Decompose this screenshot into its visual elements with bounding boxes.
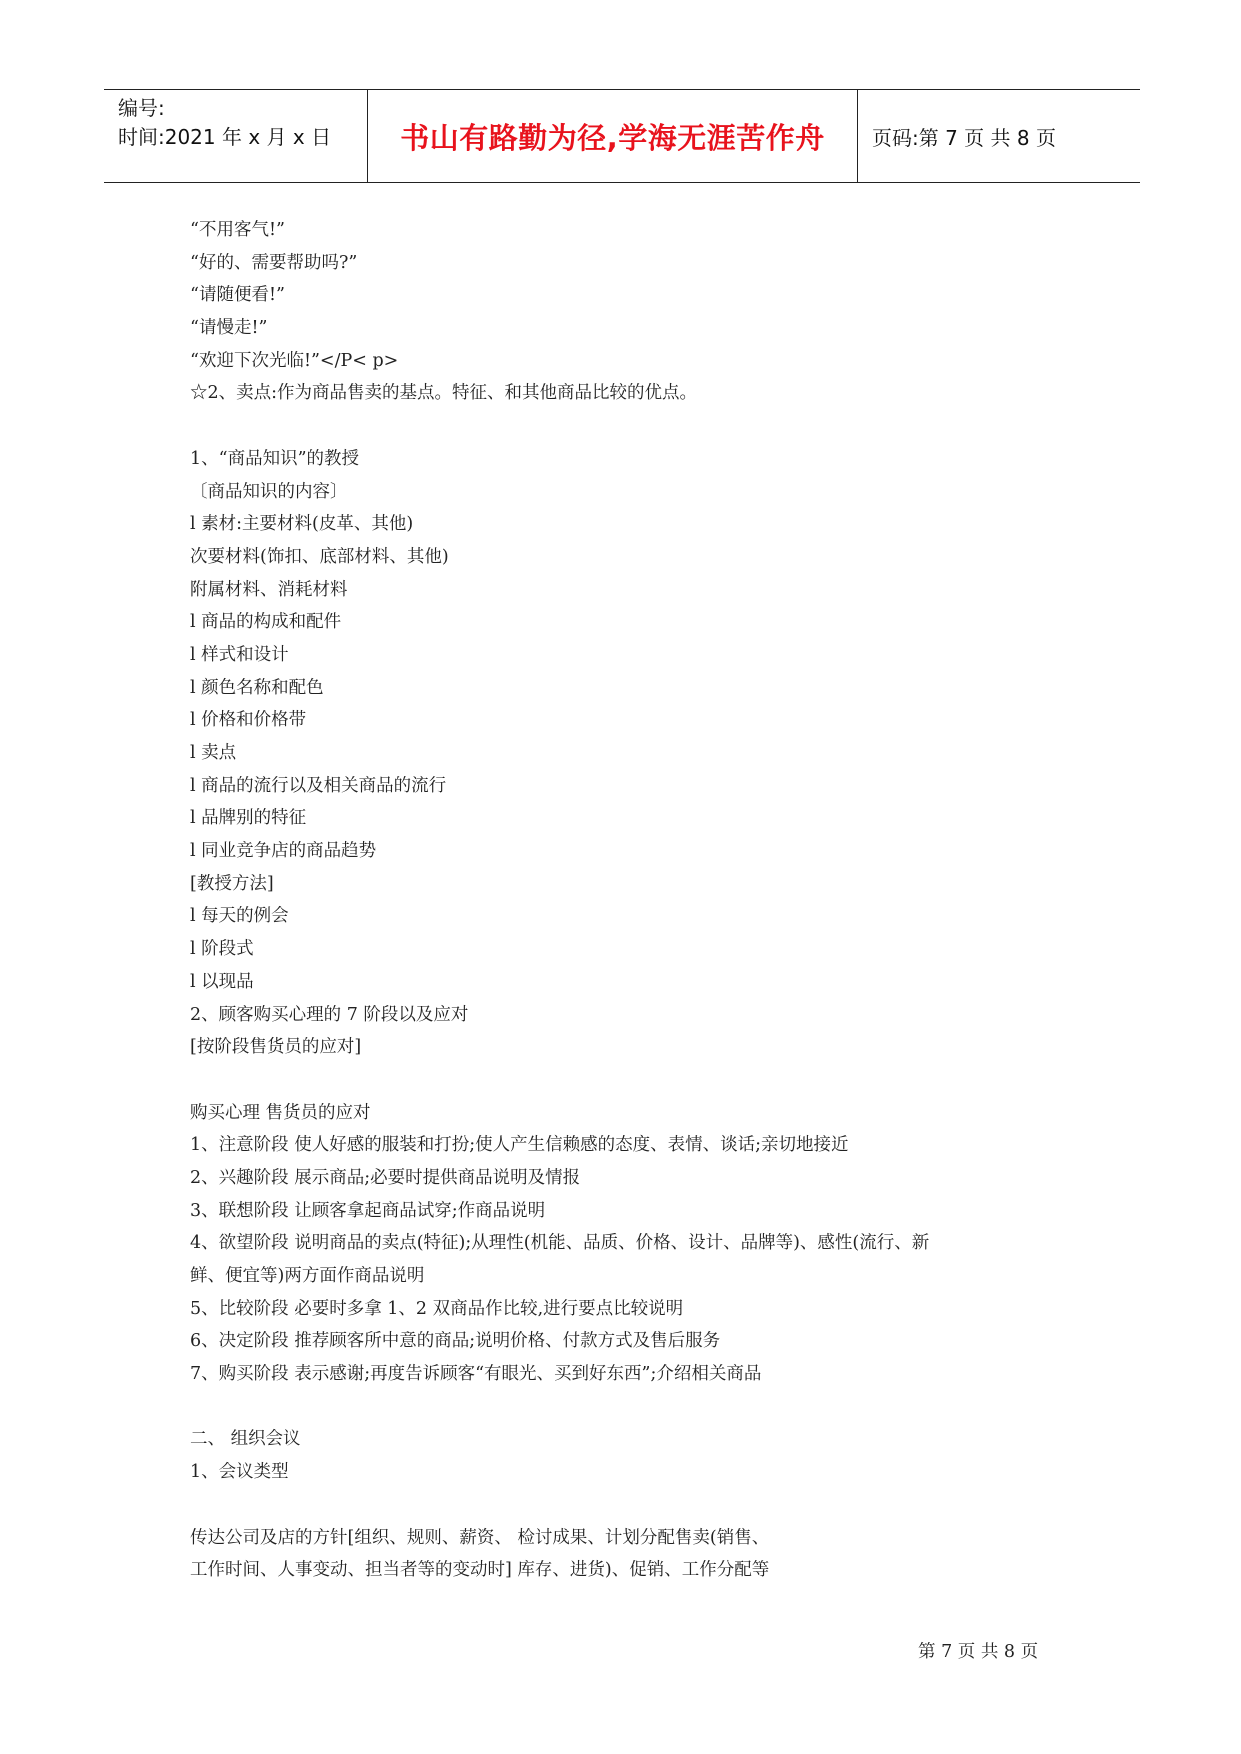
header-meta (104, 90, 368, 182)
page-footer: 第 7 页 共 8 页 (918, 1642, 1039, 1662)
body-line: 传达公司及店的方针[组织、规则、薪资、 检讨成果、计划分配售卖(销售、 (190, 1527, 770, 1548)
body-line: “不用客气!” (190, 220, 285, 240)
page-header (104, 89, 1140, 183)
body-line: 二、 组织会议 (190, 1429, 301, 1450)
body-line: 工作时间、人事变动、担当者等的变动时] 库存、进货)、促销、工作分配等 (190, 1560, 770, 1581)
body-line: “请慢走!” (190, 318, 268, 339)
body-line: 2、兴趣阶段 展示商品;必要时提供商品说明及情报 (190, 1167, 581, 1188)
body-line: l 每天的例会 (190, 906, 289, 927)
document-body (190, 214, 1070, 1587)
body-line: 3、联想阶段 让顾客拿起商品试穿;作商品说明 (190, 1200, 546, 1221)
body-line: 鲜、便宜等)两方面作商品说明 (190, 1266, 425, 1286)
body-line: 购买心理 售货员的应对 (190, 1102, 371, 1123)
body-line: “好的、需要帮助吗?” (190, 252, 358, 273)
body-line: l 颜色名称和配色 (190, 677, 324, 698)
blank-line (190, 1489, 1070, 1522)
body-line: l 阶段式 (190, 939, 254, 960)
body-line: l 样式和设计 (190, 644, 289, 665)
body-line: 1、注意阶段 使人好感的服装和打扮;使人产生信赖感的态度、表情、谈话;亲切地接近 (190, 1135, 849, 1156)
body-line: 7、购买阶段 表示感谢;再度告诉顾客“有眼光、买到好东西”;介绍相关商品 (190, 1364, 762, 1385)
body-line: 〔商品知识的内容〕 (190, 481, 348, 502)
body-line: 1、会议类型 (190, 1462, 289, 1483)
body-line: l 卖点 (190, 743, 237, 763)
body-line: l 同业竞争店的商品趋势 (190, 841, 377, 862)
body-line: [教授方法] (190, 873, 274, 894)
body-line: 次要材料(饰扣、底部材料、其他) (190, 546, 449, 567)
body-line: ☆2、卖点:作为商品售卖的基点。特征、和其他商品比较的优点。 (190, 383, 698, 404)
body-line: l 价格和价格带 (190, 710, 307, 731)
body-line: l 素材:主要材料(皮革、其他) (190, 514, 414, 535)
body-line: 2、顾客购买心理的 7 阶段以及应对 (190, 1004, 469, 1025)
blank-line (190, 1064, 1070, 1097)
body-line: l 品牌别的特征 (190, 808, 307, 829)
body-line: “欢迎下次光临!”</P< p> (190, 350, 399, 371)
body-line: 附属材料、消耗材料 (190, 579, 348, 600)
body-line: 4、欲望阶段 说明商品的卖点(特征);从理性(机能、品质、价格、设计、品牌等)、感性(流行、新 (190, 1233, 930, 1254)
header-motto: 书山有路勤为径,学海无涯苦作舟 (368, 90, 858, 182)
header-page-code: 页码:第 7 页 共 8 页 (872, 125, 1056, 150)
blank-line (190, 410, 1070, 443)
body-line: [按阶段售货员的应对] (190, 1037, 362, 1058)
body-line: “请随便看!” (190, 285, 285, 306)
body-line: l 商品的构成和配件 (190, 612, 342, 633)
document-number-label: 编号: (118, 96, 165, 120)
blank-line (190, 1391, 1070, 1424)
document-time-label: 时间:2021 年 x 月 x 日 (118, 125, 332, 149)
body-line: l 商品的流行以及相关商品的流行 (190, 775, 447, 796)
body-line: 5、比较阶段 必要时多拿 1、2 双商品作比较,进行要点比较说明 (190, 1298, 684, 1319)
body-line: 6、决定阶段 推荐顾客所中意的商品;说明价格、付款方式及售后服务 (190, 1331, 721, 1352)
body-line: 1、“商品知识”的教授 (190, 448, 360, 469)
body-line: l 以现品 (190, 971, 254, 992)
